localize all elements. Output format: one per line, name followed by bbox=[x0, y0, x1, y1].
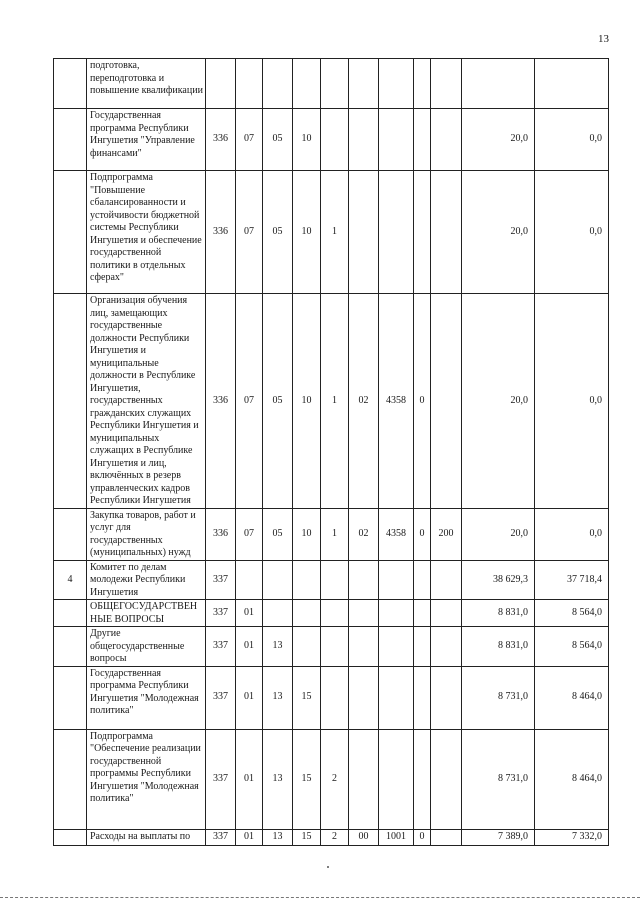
cell-subprogram: 1 bbox=[321, 294, 349, 509]
row-number bbox=[54, 508, 87, 560]
cell-pr: 05 bbox=[263, 109, 293, 171]
row-name: Закупка товаров, работ и услуг для государственных (муниципальных) нужд bbox=[87, 508, 206, 560]
row-number bbox=[54, 109, 87, 171]
cell-sum-2: 37 718,4 bbox=[535, 560, 609, 600]
cell-rz: 01 bbox=[236, 829, 263, 845]
row-name: Государственная программа Республики Ингушетия "Управление финансами" bbox=[87, 109, 206, 171]
cell-pr: 13 bbox=[263, 729, 293, 829]
cell-sum-2: 0,0 bbox=[535, 508, 609, 560]
cell-ved: 336 bbox=[206, 109, 236, 171]
cell-rz: 01 bbox=[236, 666, 263, 729]
cell-pr: 13 bbox=[263, 666, 293, 729]
table-row bbox=[54, 627, 609, 667]
cell-direction-suffix bbox=[414, 59, 431, 109]
page-edge-rule bbox=[0, 897, 640, 898]
row-number bbox=[54, 600, 87, 627]
table-row bbox=[54, 294, 609, 509]
cell-rz: 07 bbox=[236, 109, 263, 171]
cell-program: 10 bbox=[293, 294, 321, 509]
cell-direction-suffix bbox=[414, 109, 431, 171]
cell-program: 15 bbox=[293, 666, 321, 729]
cell-sum-2 bbox=[535, 59, 609, 109]
cell-vr bbox=[431, 171, 462, 294]
cell-sum-2: 0,0 bbox=[535, 171, 609, 294]
cell-subprogram bbox=[321, 560, 349, 600]
page-number: 13 bbox=[598, 33, 609, 45]
cell-rz: 01 bbox=[236, 729, 263, 829]
cell-program: 10 bbox=[293, 171, 321, 294]
cell-pr: 05 bbox=[263, 294, 293, 509]
cell-rz: 01 bbox=[236, 627, 263, 667]
row-name: ОБЩЕГОСУДАРСТВЕННЫЕ ВОПРОСЫ bbox=[87, 600, 206, 627]
cell-direction: 4358 bbox=[379, 508, 414, 560]
row-name: Организация обучения лиц, замещающих государственные должности Республики Ингушетия и муниципальные должности в Республике Ингушетия, государственных гражданских служащих Республики Ингушетия и муниципальных служащих в Республике Ингушетия и лиц, включённых в резерв управленческих кадров Республики Ингушетия bbox=[87, 294, 206, 509]
cell-event: 02 bbox=[349, 294, 379, 509]
cell-sum-2: 0,0 bbox=[535, 109, 609, 171]
cell-subprogram bbox=[321, 666, 349, 729]
cell-program: 15 bbox=[293, 829, 321, 845]
table-row bbox=[54, 729, 609, 829]
cell-pr: 13 bbox=[263, 829, 293, 845]
row-number bbox=[54, 729, 87, 829]
cell-event bbox=[349, 666, 379, 729]
cell-rz: 07 bbox=[236, 294, 263, 509]
cell-vr bbox=[431, 294, 462, 509]
row-number: 4 bbox=[54, 560, 87, 600]
cell-vr bbox=[431, 729, 462, 829]
cell-event bbox=[349, 59, 379, 109]
cell-direction bbox=[379, 560, 414, 600]
cell-sum-2: 7 332,0 bbox=[535, 829, 609, 845]
table-row bbox=[54, 171, 609, 294]
cell-pr: 13 bbox=[263, 627, 293, 667]
cell-pr bbox=[263, 59, 293, 109]
cell-direction-suffix bbox=[414, 171, 431, 294]
cell-direction bbox=[379, 109, 414, 171]
row-number bbox=[54, 294, 87, 509]
cell-event: 02 bbox=[349, 508, 379, 560]
cell-pr: 05 bbox=[263, 508, 293, 560]
scan-speck bbox=[327, 866, 329, 868]
cell-subprogram bbox=[321, 59, 349, 109]
cell-subprogram bbox=[321, 600, 349, 627]
cell-sum-1: 20,0 bbox=[462, 109, 535, 171]
cell-direction bbox=[379, 171, 414, 294]
cell-sum-1: 20,0 bbox=[462, 171, 535, 294]
cell-direction-suffix bbox=[414, 627, 431, 667]
cell-sum-1: 8 831,0 bbox=[462, 627, 535, 667]
row-name: Государственная программа Республики Ингушетия "Молодежная политика" bbox=[87, 666, 206, 729]
cell-direction-suffix bbox=[414, 666, 431, 729]
cell-direction-suffix: 0 bbox=[414, 294, 431, 509]
budget-table bbox=[53, 58, 609, 846]
cell-direction bbox=[379, 59, 414, 109]
row-number bbox=[54, 666, 87, 729]
cell-event bbox=[349, 560, 379, 600]
cell-sum-1: 7 389,0 bbox=[462, 829, 535, 845]
cell-program bbox=[293, 59, 321, 109]
cell-event: 00 bbox=[349, 829, 379, 845]
cell-ved: 336 bbox=[206, 171, 236, 294]
cell-vr bbox=[431, 560, 462, 600]
cell-subprogram: 2 bbox=[321, 829, 349, 845]
table-row bbox=[54, 560, 609, 600]
cell-ved: 336 bbox=[206, 508, 236, 560]
cell-ved: 337 bbox=[206, 600, 236, 627]
cell-direction-suffix: 0 bbox=[414, 508, 431, 560]
cell-sum-2: 8 464,0 bbox=[535, 666, 609, 729]
cell-ved: 337 bbox=[206, 560, 236, 600]
row-number bbox=[54, 59, 87, 109]
row-name: Комитет по делам молодежи Республики Ингушетия bbox=[87, 560, 206, 600]
cell-sum-1: 20,0 bbox=[462, 294, 535, 509]
cell-pr: 05 bbox=[263, 171, 293, 294]
cell-subprogram bbox=[321, 627, 349, 667]
cell-pr bbox=[263, 560, 293, 600]
cell-direction bbox=[379, 627, 414, 667]
cell-rz: 07 bbox=[236, 508, 263, 560]
cell-program bbox=[293, 600, 321, 627]
cell-direction-suffix: 0 bbox=[414, 829, 431, 845]
cell-vr bbox=[431, 627, 462, 667]
cell-direction: 1001 bbox=[379, 829, 414, 845]
cell-sum-1: 8 831,0 bbox=[462, 600, 535, 627]
cell-subprogram: 1 bbox=[321, 508, 349, 560]
table-row bbox=[54, 59, 609, 109]
cell-sum-1: 38 629,3 bbox=[462, 560, 535, 600]
cell-sum-1: 8 731,0 bbox=[462, 666, 535, 729]
cell-event bbox=[349, 109, 379, 171]
table-row bbox=[54, 508, 609, 560]
row-name: Другие общегосударственные вопросы bbox=[87, 627, 206, 667]
cell-ved: 336 bbox=[206, 294, 236, 509]
cell-direction bbox=[379, 600, 414, 627]
cell-sum-1: 20,0 bbox=[462, 508, 535, 560]
cell-vr bbox=[431, 109, 462, 171]
row-number bbox=[54, 171, 87, 294]
cell-vr bbox=[431, 829, 462, 845]
cell-sum-2: 8 564,0 bbox=[535, 627, 609, 667]
cell-event bbox=[349, 627, 379, 667]
cell-subprogram bbox=[321, 109, 349, 171]
cell-rz: 01 bbox=[236, 600, 263, 627]
cell-program: 15 bbox=[293, 729, 321, 829]
cell-rz bbox=[236, 560, 263, 600]
cell-subprogram: 2 bbox=[321, 729, 349, 829]
cell-direction-suffix bbox=[414, 560, 431, 600]
cell-sum-2: 8 564,0 bbox=[535, 600, 609, 627]
cell-ved bbox=[206, 59, 236, 109]
cell-subprogram: 1 bbox=[321, 171, 349, 294]
cell-direction bbox=[379, 729, 414, 829]
cell-event bbox=[349, 729, 379, 829]
cell-program bbox=[293, 560, 321, 600]
row-name: Подпрограмма "Обеспечение реализации государственной программы Республики Ингушетия "Молодежная политика" bbox=[87, 729, 206, 829]
cell-program: 10 bbox=[293, 109, 321, 171]
cell-sum-2: 0,0 bbox=[535, 294, 609, 509]
row-name: подготовка, переподготовка и повышение квалификации bbox=[87, 59, 206, 109]
cell-vr bbox=[431, 59, 462, 109]
cell-direction-suffix bbox=[414, 729, 431, 829]
cell-rz bbox=[236, 59, 263, 109]
cell-program bbox=[293, 627, 321, 667]
cell-ved: 337 bbox=[206, 729, 236, 829]
cell-pr bbox=[263, 600, 293, 627]
cell-vr bbox=[431, 666, 462, 729]
cell-sum-1 bbox=[462, 59, 535, 109]
cell-sum-1: 8 731,0 bbox=[462, 729, 535, 829]
cell-rz: 07 bbox=[236, 171, 263, 294]
cell-ved: 337 bbox=[206, 627, 236, 667]
cell-ved: 337 bbox=[206, 666, 236, 729]
row-name: Подпрограмма "Повышение сбалансированности и устойчивости бюджетной системы Республики Ингушетия и обеспечение государственной политики в отдельных сферах" bbox=[87, 171, 206, 294]
cell-program: 10 bbox=[293, 508, 321, 560]
table-row bbox=[54, 600, 609, 627]
table-row bbox=[54, 109, 609, 171]
cell-event bbox=[349, 600, 379, 627]
cell-direction bbox=[379, 666, 414, 729]
row-name: Расходы на выплаты по bbox=[87, 829, 206, 845]
cell-vr: 200 bbox=[431, 508, 462, 560]
table-row bbox=[54, 829, 609, 845]
row-number bbox=[54, 627, 87, 667]
cell-sum-2: 8 464,0 bbox=[535, 729, 609, 829]
cell-direction-suffix bbox=[414, 600, 431, 627]
cell-direction: 4358 bbox=[379, 294, 414, 509]
row-number bbox=[54, 829, 87, 845]
cell-event bbox=[349, 171, 379, 294]
cell-ved: 337 bbox=[206, 829, 236, 845]
table-row bbox=[54, 666, 609, 729]
table-body bbox=[54, 59, 609, 846]
cell-vr bbox=[431, 600, 462, 627]
